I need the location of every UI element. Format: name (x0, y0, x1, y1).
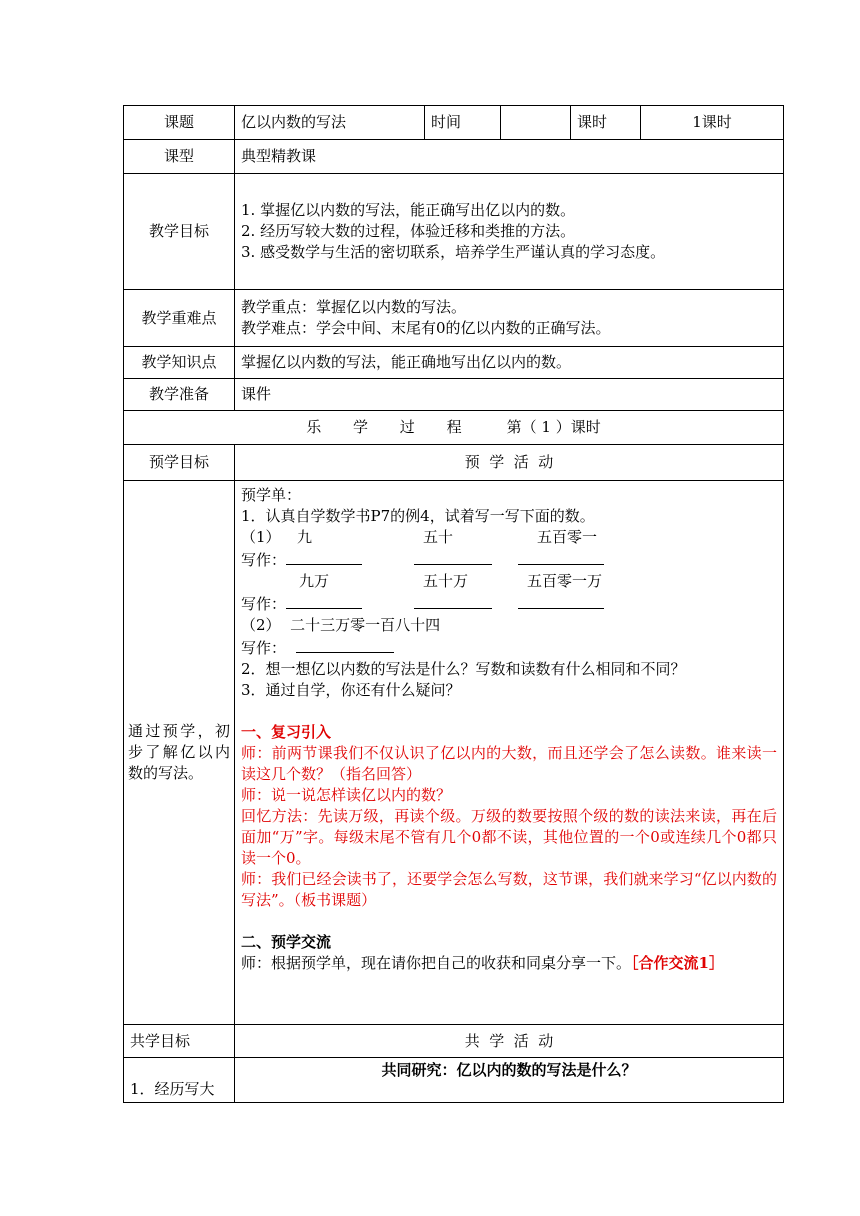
review-p1: 师：前两节课我们不仅认识了亿以内的大数，而且还学会了怎么读数。谁来读一读这几个数？（指名回答） (241, 744, 777, 783)
row-knowledge (124, 347, 784, 379)
goal-3: 3. 感受数学与生活的密切联系，培养学生严谨认真的学习态度。 (241, 243, 666, 261)
write-label-2: 写作： (241, 595, 287, 613)
label-costudy-activity: 共 学 活 动 (235, 1025, 784, 1058)
prestudy-q1-write2 (241, 592, 777, 615)
label-goals: 教学目标 (124, 174, 235, 290)
q1-a: 九 (297, 528, 313, 546)
blank-6[interactable] (518, 592, 604, 609)
value-goals (235, 174, 784, 290)
key-point-1: 教学重点：掌握亿以内数的写法。 (241, 298, 467, 316)
prestudy-goal-text: 通过预学，初步了解亿以内数的写法。 (124, 481, 235, 1025)
row-title (124, 106, 784, 140)
row-goals (124, 174, 784, 290)
q1-f: 五百零一万 (527, 572, 603, 590)
value-knowledge: 掌握亿以内数的写法，能正确地写出亿以内的数。 (235, 347, 784, 379)
review-p3: 回忆方法：先读万级，再读个级。万级的数要按照个级的数的读法来读，再在后面加“万”字。每级末尾不管有几个0都不读，其他位置的一个0或连续几个0都只读一个0。 (241, 807, 777, 867)
blank-3[interactable] (518, 548, 604, 565)
process-header (124, 411, 784, 445)
goal-2: 2. 经历写较大数的过程，体验迁移和类推的方法。 (241, 222, 576, 240)
process-lesson: 第（ 1 ）课时 (506, 418, 601, 436)
costudy-title: 共同研究：亿以内的数的写法是什么？ (235, 1058, 784, 1103)
q1-d: 九万 (299, 572, 330, 590)
label-prep: 教学准备 (124, 379, 235, 411)
prestudy-line2: 1．认真自学数学书P7的例4，试着写一写下面的数。 (241, 507, 595, 525)
prestudy-q1-write1 (241, 548, 777, 571)
q1-b: 五十 (423, 528, 454, 546)
prestudy-q1-row1 (241, 527, 777, 548)
exchange-heading: 二、预学交流 (241, 933, 332, 951)
label-prestudy-goal: 预学目标 (124, 445, 235, 481)
exchange-body: 师：根据预学单，现在请你把自己的收获和同桌分享一下。 (241, 954, 632, 972)
value-type: 典型精教课 (235, 140, 784, 174)
prestudy-line-q2: 2．想一想亿以内数的写法是什么？写数和读数有什么相同和不同？ (241, 660, 686, 678)
prestudy-line1: 预学单： (241, 486, 302, 504)
blank-5[interactable] (414, 592, 492, 609)
row-process (124, 411, 784, 445)
key-point-2: 教学难点：学会中间、末尾有0的亿以内数的正确写法。 (241, 319, 611, 337)
review-p2: 师：说一说怎样读亿以内的数？ (241, 786, 452, 804)
q1-c: 五百零一 (537, 528, 598, 546)
q1-prefix: （1） (241, 528, 281, 546)
blank-4[interactable] (286, 592, 362, 609)
row-costudy-head (124, 1025, 784, 1058)
row-costudy (124, 1058, 784, 1103)
review-heading: 一、复习引入 (241, 723, 332, 741)
prestudy-q2: （2） 二十三万零一百八十四 (241, 616, 441, 634)
row-type (124, 140, 784, 174)
value-keti: 亿以内数的写法 (235, 106, 425, 140)
row-prestudy (124, 481, 784, 1025)
process-title: 乐 学 过 程 (306, 418, 476, 436)
blank-7[interactable] (296, 636, 394, 653)
exchange-tag: ［合作交流1］ (631, 954, 724, 972)
label-knowledge: 教学知识点 (124, 347, 235, 379)
value-time (501, 106, 571, 140)
goal-1: 1. 掌握亿以内数的写法，能正确写出亿以内的数。 (241, 201, 576, 219)
prestudy-line-q3: 3．通过自学，你还有什么疑问？ (241, 681, 461, 699)
prestudy-q1-row2 (241, 571, 777, 592)
label-type: 课型 (124, 140, 235, 174)
label-time: 时间 (425, 106, 501, 140)
blank-1[interactable] (286, 548, 362, 565)
label-prestudy-activity: 预 学 活 动 (235, 445, 784, 481)
row-prep (124, 379, 784, 411)
blank-2[interactable] (414, 548, 492, 565)
value-prep: 课件 (235, 379, 784, 411)
label-keshi: 课时 (571, 106, 641, 140)
prestudy-q2-write (241, 636, 777, 659)
label-costudy-goal: 共学目标 (124, 1025, 235, 1058)
label-keypoints: 教学重难点 (124, 290, 235, 347)
row-prestudy-head (124, 445, 784, 481)
write-label-1: 写作： (241, 551, 287, 569)
exchange-text (241, 953, 777, 974)
prestudy-content (235, 481, 784, 1025)
value-keshi: 1课时 (641, 106, 784, 140)
q1-e: 五十万 (423, 572, 469, 590)
write-label-3: 写作： (241, 639, 287, 657)
review-p4: 师：我们已经会读书了，还要学会怎么写数，这节课，我们就来学习“亿以内数的写法”。（板书课题） (241, 870, 777, 909)
lesson-plan-table (123, 105, 784, 1103)
label-keti: 课题 (124, 106, 235, 140)
row-keypoints (124, 290, 784, 347)
costudy-goal-text: 1．经历写大 (124, 1058, 235, 1103)
value-keypoints (235, 290, 784, 347)
